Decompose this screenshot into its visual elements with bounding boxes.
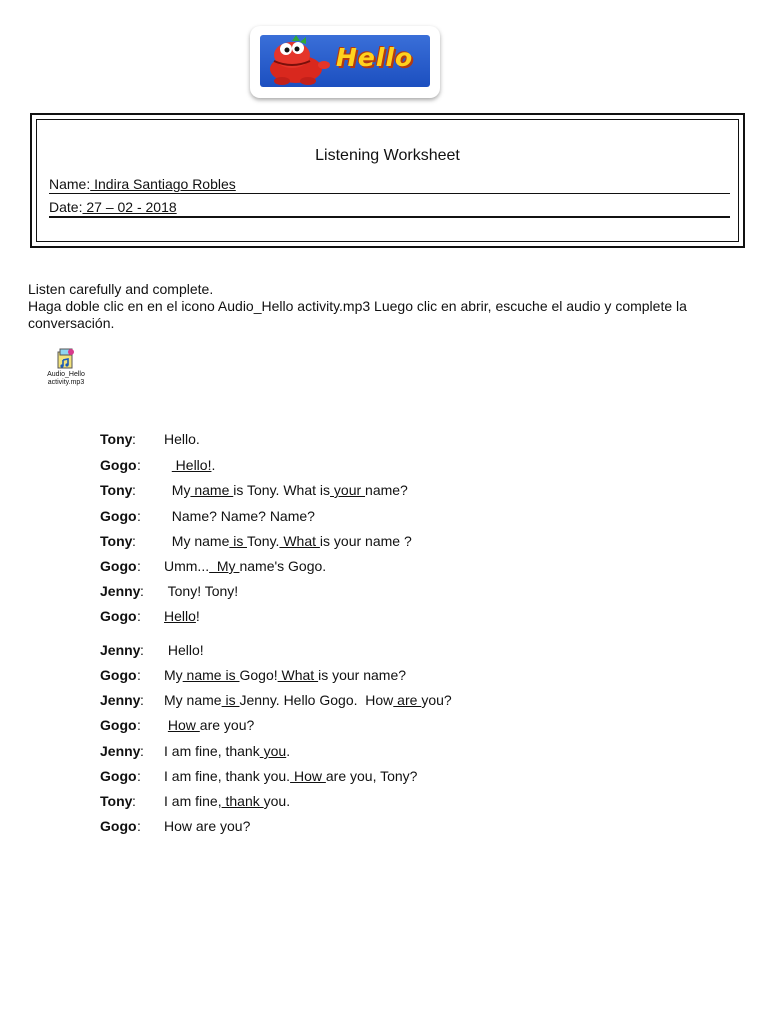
dialogue-text: [164, 742, 290, 760]
filled-blank: Hello!: [171, 457, 212, 473]
dialogue-fragment: Name? Name? Name?: [164, 508, 315, 524]
dialogue-fragment: [164, 457, 172, 473]
filled-blank: My: [209, 558, 240, 574]
dialogue-text: [164, 507, 315, 525]
speaker-colon: :: [137, 558, 141, 574]
speaker-colon: :: [132, 431, 136, 447]
speaker-name: Gogo: [100, 457, 137, 473]
dialogue-text: [164, 532, 412, 550]
audio-file-shortcut[interactable]: [40, 346, 92, 387]
dialogue-text: [164, 582, 238, 600]
filled-blank: thank: [221, 793, 264, 809]
filled-blank: name is: [182, 667, 240, 683]
dialogue-fragment: My name: [164, 533, 230, 549]
dialogue-fragment: is your name?: [318, 667, 407, 683]
dialogue-fragment: name?: [365, 482, 408, 498]
speaker-colon: :: [140, 743, 144, 759]
filled-blank: How: [167, 717, 200, 733]
dialogue-fragment: I am fine, thank you.: [164, 768, 291, 784]
speaker-colon: :: [137, 717, 141, 733]
dialogue-fragment: Jenny. Hello Gogo. How: [239, 692, 394, 708]
instruction-line-2: Haga doble clic en en el icono Audio_Hello activity.mp3 Luego clic en abrir, escuche el audio y complete la conversación.: [28, 298, 687, 331]
dialogue-fragment: are you, Tony?: [325, 768, 418, 784]
speaker-colon: :: [137, 508, 141, 524]
speaker-colon: :: [132, 793, 136, 809]
worksheet-header-box: [30, 113, 745, 248]
dialogue-fragment: How are you?: [164, 818, 251, 834]
filled-blank: you: [259, 743, 287, 759]
dialogue-text: [164, 716, 254, 734]
speaker-name: Jenny: [100, 642, 141, 658]
speaker-name: Tony: [100, 533, 133, 549]
filled-blank: is: [229, 533, 247, 549]
speaker-colon: :: [140, 692, 144, 708]
dialogue-text: [164, 817, 250, 835]
dialogue-fragment: is your name ?: [319, 533, 412, 549]
dialogue-fragment: !: [195, 608, 200, 624]
filled-blank: are: [393, 692, 422, 708]
filled-blank: name: [190, 482, 234, 498]
speaker-name: Gogo: [100, 608, 137, 624]
name-field: [49, 176, 730, 194]
speaker-name: Gogo: [100, 768, 137, 784]
speaker-name: Tony: [100, 793, 133, 809]
dialogue-fragment: My name: [164, 692, 222, 708]
worksheet-title: Listening Worksheet: [315, 147, 460, 164]
speaker-name: Tony: [100, 431, 133, 447]
dialogue-text: [164, 767, 417, 785]
date-field: [49, 199, 730, 218]
speaker-name: Gogo: [100, 667, 137, 683]
speaker-colon: :: [137, 768, 141, 784]
dialogue-fragment: name's Gogo.: [239, 558, 327, 574]
speaker-colon: :: [140, 583, 144, 599]
speaker-colon: :: [137, 818, 141, 834]
dialogue-fragment: I am fine, thank: [164, 743, 260, 759]
dialogue-fragment: My: [164, 482, 191, 498]
speaker-colon: :: [137, 608, 141, 624]
speaker-colon: :: [132, 482, 136, 498]
speaker-colon: :: [132, 533, 136, 549]
dialogue-text: [164, 607, 200, 625]
date-value: 27 – 02 - 2018: [82, 199, 177, 215]
audio-file-icon: [54, 346, 78, 370]
dialogue-text: [164, 456, 215, 474]
speaker-name: Jenny: [100, 743, 141, 759]
dialogue-fragment: Hello.: [164, 431, 200, 447]
dialogue-fragment: I am fine,: [164, 793, 222, 809]
dialogue-text: [164, 430, 200, 448]
instruction-line-1: Listen carefully and complete.: [28, 281, 214, 297]
audio-file-label: Audio_Hello activity.mp3: [47, 371, 85, 386]
dialogue-text: [164, 691, 452, 709]
dialogue-fragment: you?: [421, 692, 452, 708]
hello-logo-banner: [260, 35, 430, 87]
filled-blank: What: [279, 533, 320, 549]
speaker-name: Gogo: [100, 558, 137, 574]
dialogue-fragment: Umm...: [164, 558, 210, 574]
dialogue-fragment: .: [211, 457, 216, 473]
dialogue-text: [164, 481, 408, 499]
dialogue-text: [164, 641, 204, 659]
name-label: Name:: [49, 176, 91, 192]
logo-text: Hello: [336, 43, 414, 72]
speaker-colon: :: [137, 667, 141, 683]
speaker-name: Jenny: [100, 583, 141, 599]
dialogue-fragment: Tony.: [247, 533, 280, 549]
speaker-name: Gogo: [100, 717, 137, 733]
filled-blank: your: [330, 482, 366, 498]
dinosaur-mascot-icon: [262, 35, 342, 87]
dialogue-text: [164, 666, 406, 684]
date-label: Date:: [49, 199, 83, 215]
filled-blank: is: [221, 692, 240, 708]
hello-logo: [250, 26, 440, 98]
dialogue-fragment: you.: [263, 793, 291, 809]
dialogue-fragment: Tony! Tony!: [164, 583, 239, 599]
dialogue-fragment: is Tony. What is: [233, 482, 331, 498]
dialogue-text: [164, 792, 290, 810]
dialogue-fragment: Hello!: [164, 642, 204, 658]
speaker-colon: :: [137, 457, 141, 473]
speaker-name: Jenny: [100, 692, 141, 708]
dialogue-fragment: My: [164, 667, 183, 683]
name-value: Indira Santiago Robles: [90, 176, 236, 192]
speaker-name: Gogo: [100, 508, 137, 524]
filled-blank: How: [290, 768, 326, 784]
dialogue-fragment: Gogo!: [239, 667, 278, 683]
filled-blank: Hello: [164, 608, 196, 624]
dialogue-fragment: are you?: [199, 717, 255, 733]
filled-blank: What: [277, 667, 319, 683]
dialogue-fragment: .: [286, 743, 291, 759]
speaker-name: Gogo: [100, 818, 137, 834]
speaker-name: Tony: [100, 482, 133, 498]
speaker-colon: :: [140, 642, 144, 658]
dialogue-text: [164, 557, 326, 575]
